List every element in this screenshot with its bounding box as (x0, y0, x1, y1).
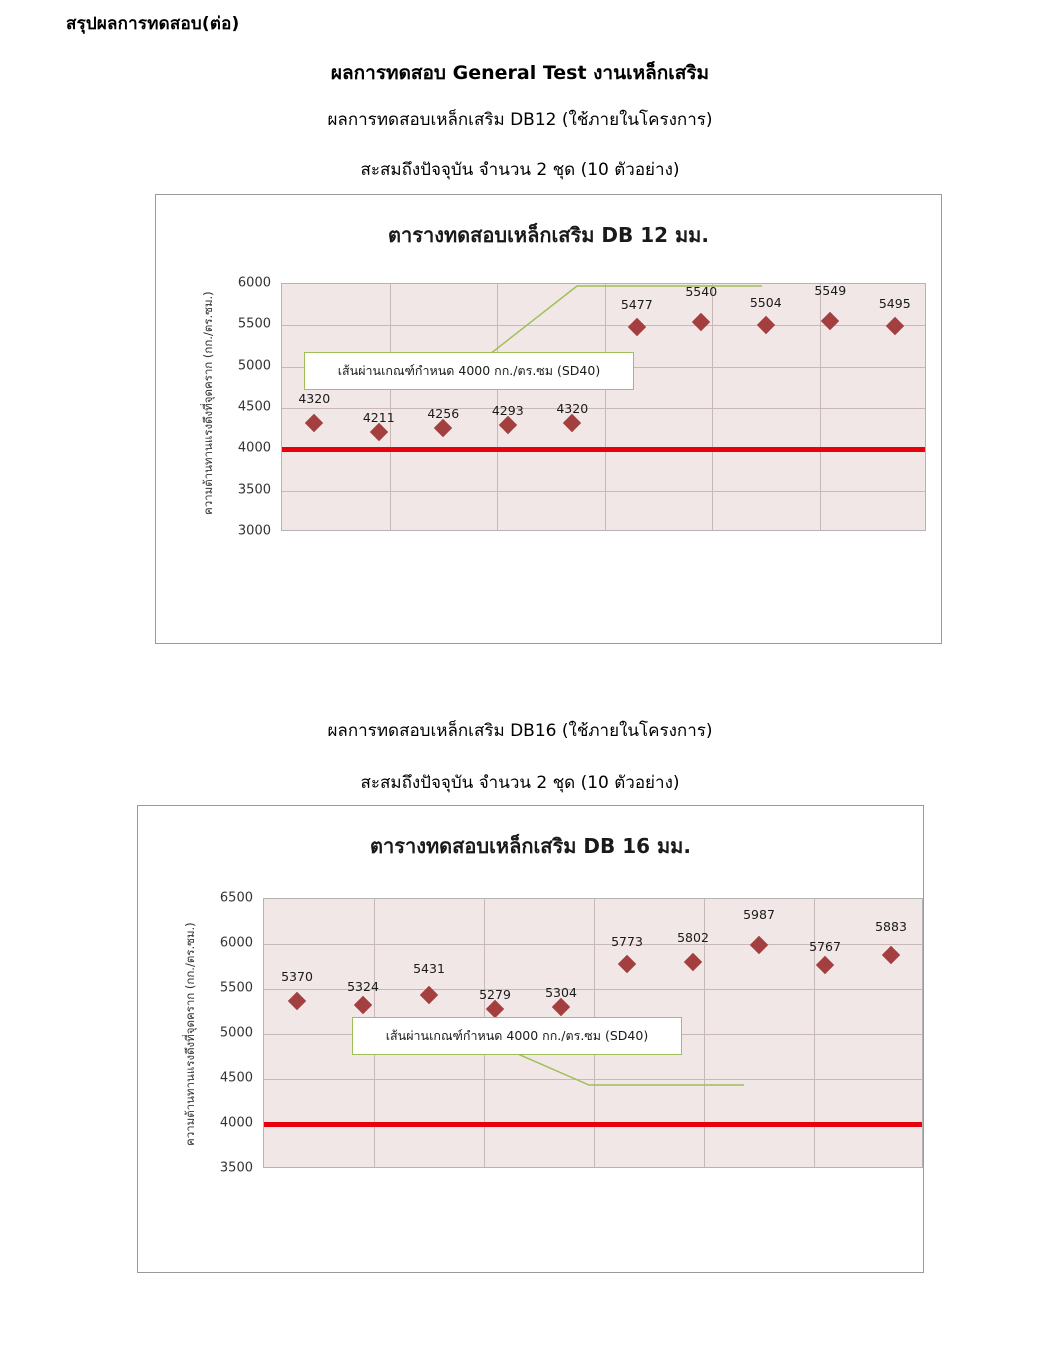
data-point-label: 5767 (809, 938, 841, 954)
data-point-marker (692, 313, 710, 331)
subtitle-db12-line2: สะสมถึงปัจจุบัน จำนวน 2 ชุด (10 ตัวอย่าง) (360, 160, 680, 180)
y-axis-tick-label: 5500 (237, 316, 271, 332)
threshold-callout: เส้นผ่านเกณฑ์กำหนด 4000 กก./ตร.ซม (SD40) (352, 1017, 682, 1055)
data-point-label: 4256 (427, 406, 460, 422)
chart-db12-ylabel: ความต้านทานแรงดึงที่จุดคราก (กก./ตร.ซม.) (201, 291, 215, 515)
data-point-marker (882, 945, 900, 963)
data-point-label: 5504 (749, 295, 782, 310)
data-point-marker (552, 997, 570, 1015)
data-point-marker (684, 953, 702, 971)
chart-db16-plot-area (263, 898, 923, 1168)
subtitle-db12-line1: ผลการทดสอบเหล็กเสริม DB12 (ใช้ภายในโครงการ) (327, 110, 713, 130)
chart-db16-ylabel: ความต้านทานแรงดึงที่จุดคราก (กก./ตร.ซม.) (183, 922, 197, 1146)
data-point-marker (499, 416, 517, 434)
data-point-marker (370, 423, 388, 441)
data-point-label: 5495 (878, 295, 911, 311)
data-point-label: 5549 (814, 283, 847, 299)
data-point-label: 5324 (347, 978, 379, 994)
data-point-marker (821, 312, 839, 330)
data-point-marker (750, 936, 768, 954)
y-axis-tick-label: 3000 (237, 523, 271, 539)
y-axis-tick-label: 4000 (237, 440, 271, 456)
data-point-label: 5802 (677, 929, 709, 945)
document-header: สรุปผลการทดสอบ(ต่อ) (66, 14, 240, 34)
data-point-label: 5883 (875, 918, 907, 934)
y-axis-tick-label: 4000 (219, 1115, 253, 1131)
threshold-line (282, 447, 925, 452)
data-point-label: 4211 (362, 409, 395, 425)
data-point-label: 5370 (281, 968, 313, 984)
data-point-label: 5987 (743, 907, 775, 923)
threshold-callout: เส้นผ่านเกณฑ์กำหนด 4000 กก./ตร.ซม (SD40) (304, 352, 634, 390)
y-axis-tick-label: 6500 (219, 890, 253, 906)
chart-db12-plot-area (281, 283, 926, 531)
data-point-label: 5477 (620, 297, 653, 313)
subtitle-db16-line1: ผลการทดสอบเหล็กเสริม DB16 (ใช้ภายในโครงการ) (327, 721, 713, 741)
data-point-marker (563, 414, 581, 432)
data-point-marker (886, 317, 904, 335)
gridline-horizontal (264, 1079, 922, 1080)
data-point-marker (434, 419, 452, 437)
y-axis-tick-label: 4500 (219, 1070, 253, 1086)
y-axis-tick-label: 6000 (237, 275, 271, 291)
y-axis-tick-label: 6000 (219, 935, 253, 951)
gridline-vertical (390, 284, 391, 530)
page-title: ผลการทดสอบ General Test งานเหล็กเสริม (330, 62, 710, 84)
data-point-label: 5540 (685, 284, 718, 300)
chart-db16 (137, 805, 924, 1273)
data-point-label: 5304 (545, 984, 577, 1000)
subtitle-db16-line2: สะสมถึงปัจจุบัน จำนวน 2 ชุด (10 ตัวอย่าง) (360, 773, 680, 793)
gridline-horizontal (282, 408, 925, 409)
data-point-label: 5431 (413, 961, 445, 977)
data-point-marker (757, 316, 775, 334)
data-point-marker (618, 955, 636, 973)
y-axis-tick-label: 4500 (237, 399, 271, 415)
chart-db16-title: ตารางทดสอบเหล็กเสริม DB 16 มม. (370, 834, 691, 858)
data-point-label: 4293 (491, 403, 524, 419)
gridline-horizontal (282, 491, 925, 492)
chart-db12-title: ตารางทดสอบเหล็กเสริม DB 12 มม. (388, 223, 709, 247)
y-axis-tick-label: 5000 (219, 1025, 253, 1041)
data-point-label: 4320 (298, 390, 331, 406)
gridline-vertical (712, 284, 713, 530)
data-point-marker (628, 318, 646, 336)
data-point-marker (288, 991, 306, 1009)
gridline-vertical (605, 284, 606, 530)
data-point-marker (354, 996, 372, 1014)
chart-db12 (155, 194, 942, 644)
data-point-label: 5279 (479, 986, 511, 1002)
y-axis-tick-label: 3500 (219, 1160, 253, 1176)
data-point-marker (305, 414, 323, 432)
data-point-marker (486, 1000, 504, 1018)
data-point-marker (816, 956, 834, 974)
data-point-label: 4320 (556, 400, 589, 416)
y-axis-tick-label: 5000 (237, 358, 271, 374)
data-point-label: 5773 (611, 934, 643, 950)
threshold-line (264, 1122, 922, 1127)
y-axis-tick-label: 3500 (237, 482, 271, 498)
y-axis-tick-label: 5500 (219, 980, 253, 996)
